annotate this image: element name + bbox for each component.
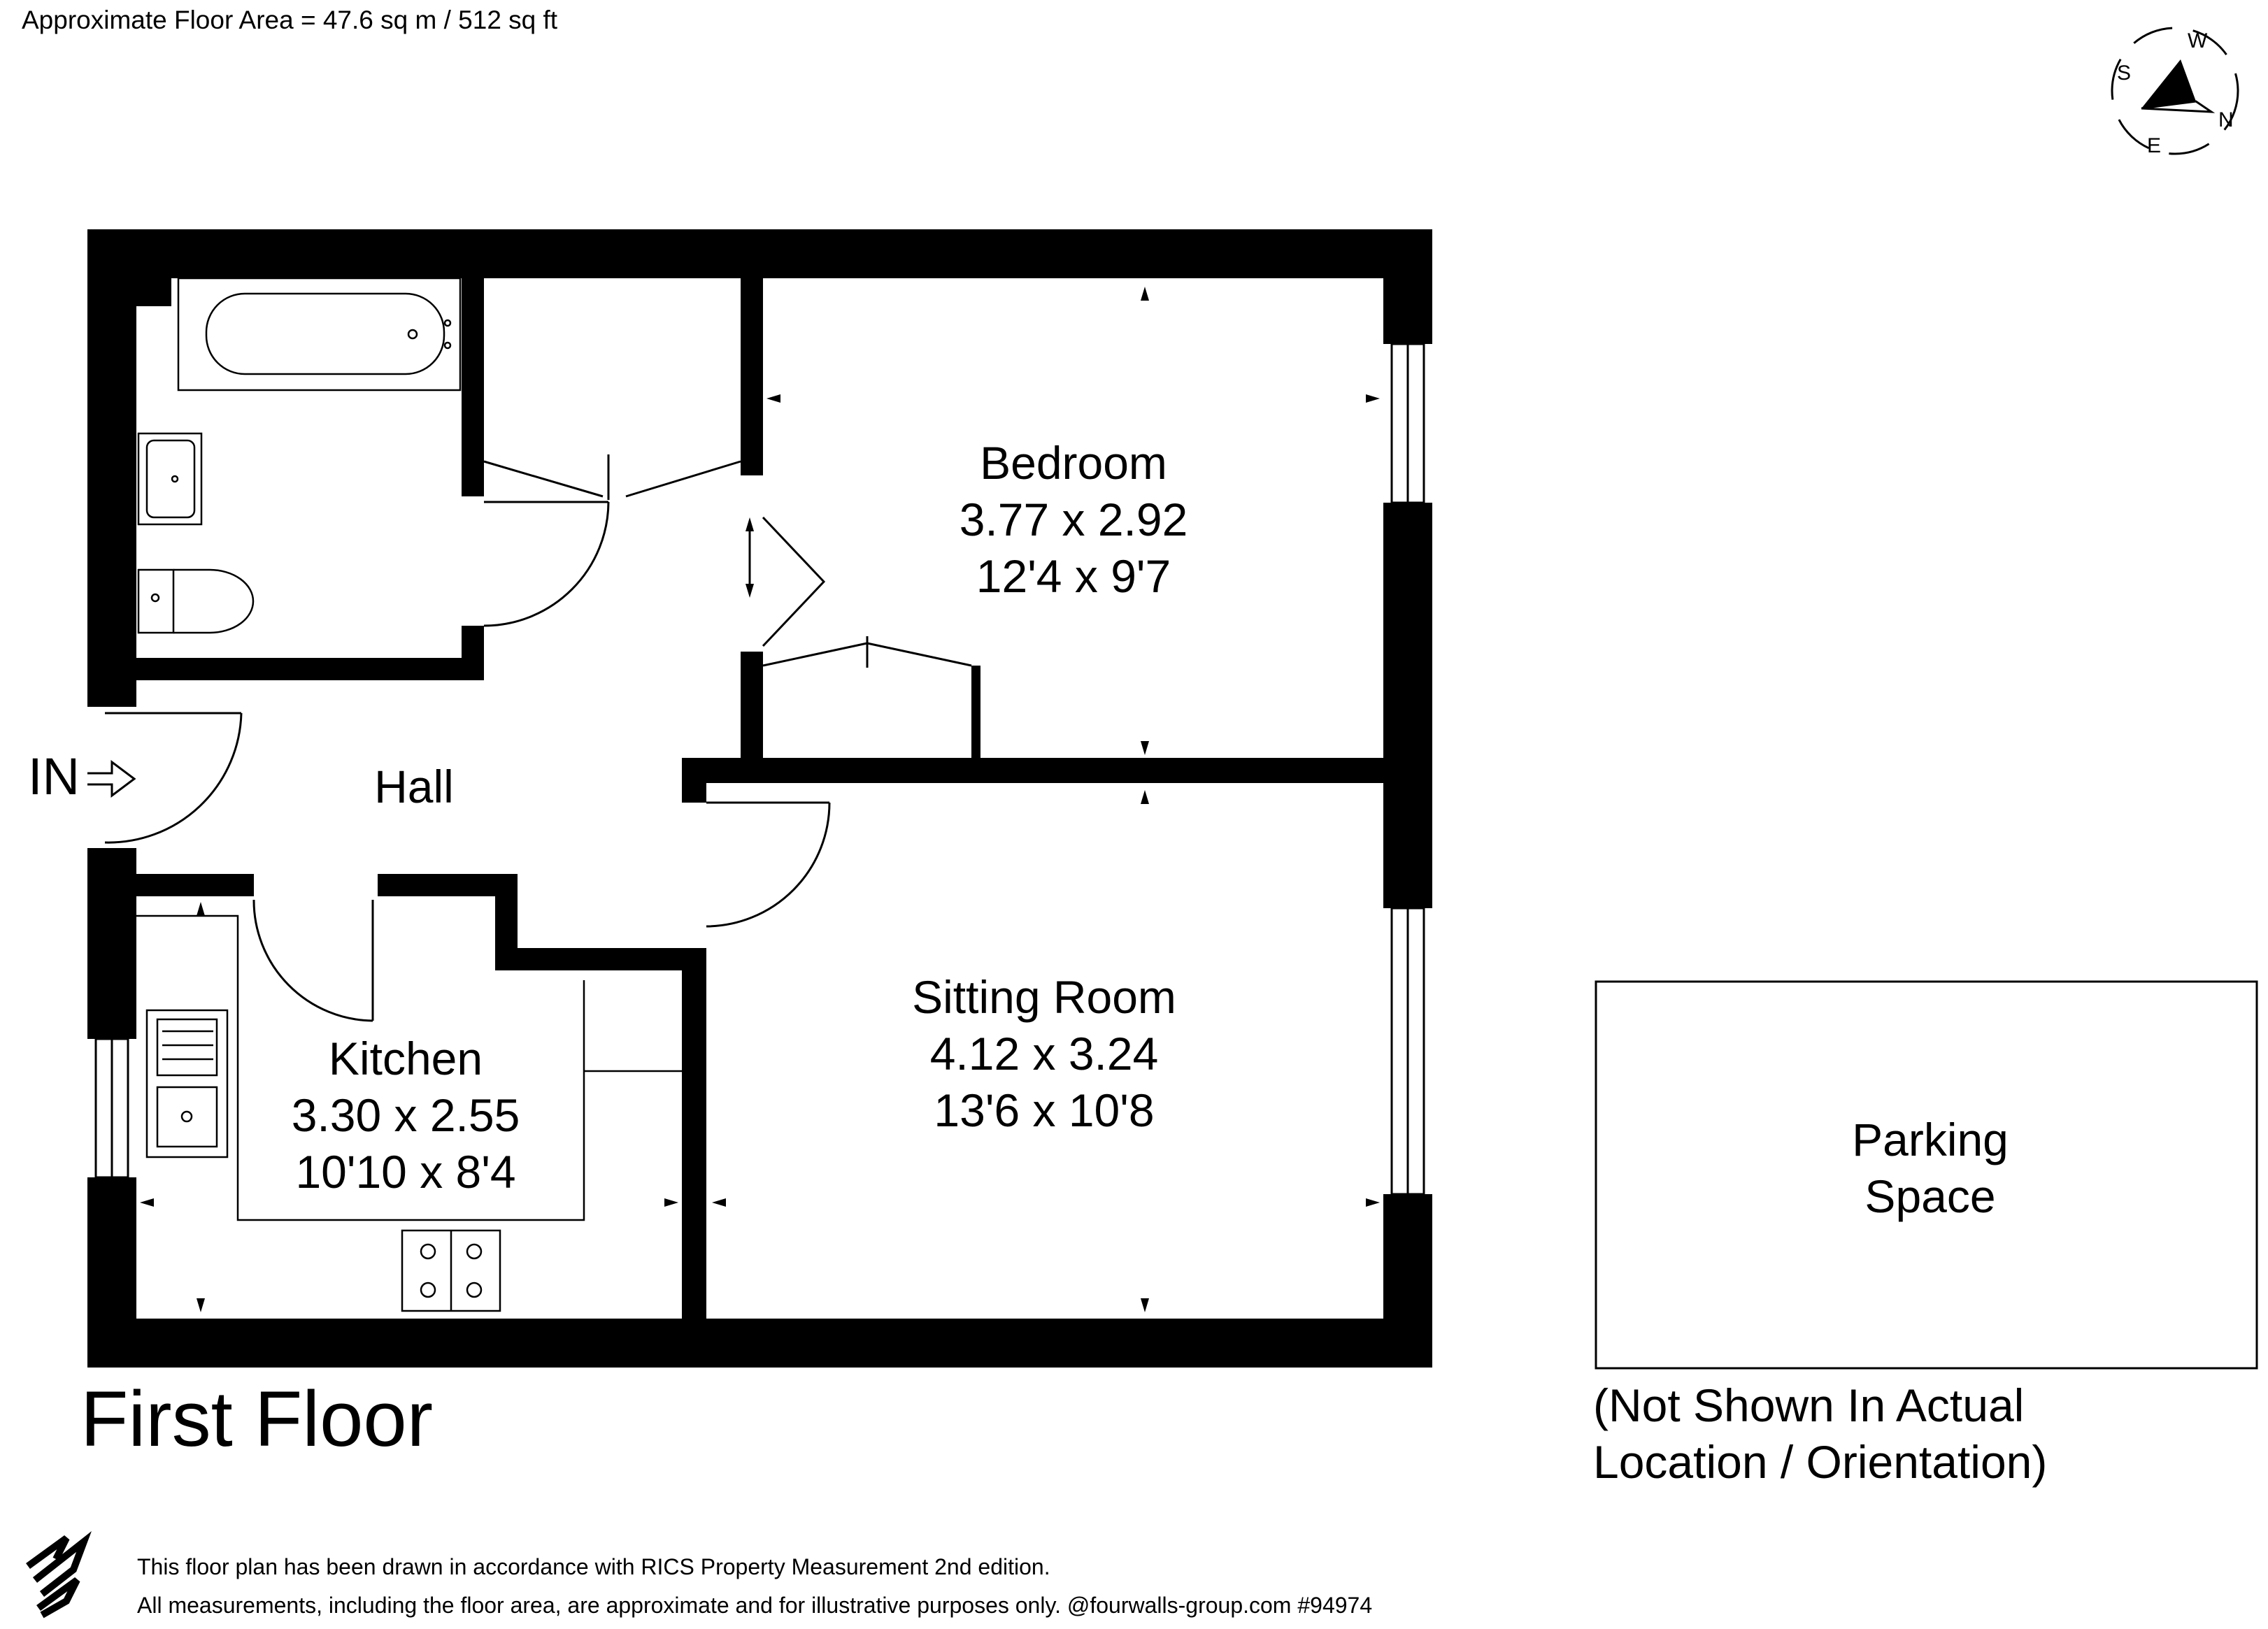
room-imperial-size: 13'6 x 10'8 — [934, 1084, 1155, 1136]
compass-icon — [2112, 28, 2238, 154]
room-name: Sitting Room — [912, 971, 1176, 1023]
room-hall — [374, 759, 454, 815]
entrance-label: IN — [28, 747, 80, 805]
right-wall-bottom — [1383, 1194, 1432, 1368]
footer-line-2: All measurements, including the floor area, are approximate and for illustrative purposes only. @fourwalls-group.com #94974 — [137, 1593, 1373, 1618]
compass-w-label: W — [2188, 29, 2208, 52]
parking-note-line-2: Location / Orientation) — [1593, 1436, 2048, 1488]
left-wall-mid — [87, 848, 136, 1039]
parking-line-1: Parking — [1852, 1114, 2009, 1165]
bathroom-fixtures — [138, 278, 460, 633]
room-name: Kitchen — [328, 1033, 483, 1084]
room-name: Hall — [374, 761, 454, 812]
floor-title: First Floor — [80, 1375, 433, 1463]
entrance-arrow — [87, 762, 134, 796]
doors — [105, 454, 971, 1021]
compass-s-label: S — [2117, 62, 2132, 85]
fourwalls-logo-icon — [28, 1538, 84, 1615]
room-bedroom — [960, 435, 1188, 605]
floor-area-text: Approximate Floor Area = 47.6 sq m / 512 sq ft — [22, 6, 558, 34]
parking-note-line-1: (Not Shown In Actual — [1593, 1379, 2025, 1431]
top-wall — [87, 229, 1432, 278]
right-wall-top — [1383, 229, 1432, 344]
room-name: Bedroom — [980, 437, 1167, 489]
room-imperial-size: 10'10 x 8'4 — [295, 1146, 516, 1198]
room-metric-size: 4.12 x 3.24 — [929, 1028, 1159, 1079]
left-wall-lower — [87, 1177, 136, 1368]
parking-note — [1593, 1377, 2047, 1491]
walls — [87, 229, 1432, 1368]
right-wall-mid — [1383, 503, 1432, 908]
room-metric-size: 3.77 x 2.92 — [959, 494, 1188, 545]
room-metric-size: 3.30 x 2.55 — [291, 1089, 520, 1141]
room-imperial-size: 12'4 x 9'7 — [976, 550, 1171, 602]
left-wall-upper — [87, 229, 136, 707]
room-kitchen — [292, 1031, 520, 1200]
footer-line-1: This floor plan has been drawn in accordance with RICS Property Measurement 2nd edition. — [137, 1554, 1050, 1579]
compass-e-label: E — [2147, 134, 2162, 157]
compass-n-label: N — [2218, 108, 2234, 131]
parking-line-2: Space — [1864, 1170, 1996, 1222]
parking-space-label — [1852, 1112, 2009, 1225]
room-sitting-room — [912, 969, 1176, 1139]
bottom-wall — [87, 1319, 1432, 1368]
